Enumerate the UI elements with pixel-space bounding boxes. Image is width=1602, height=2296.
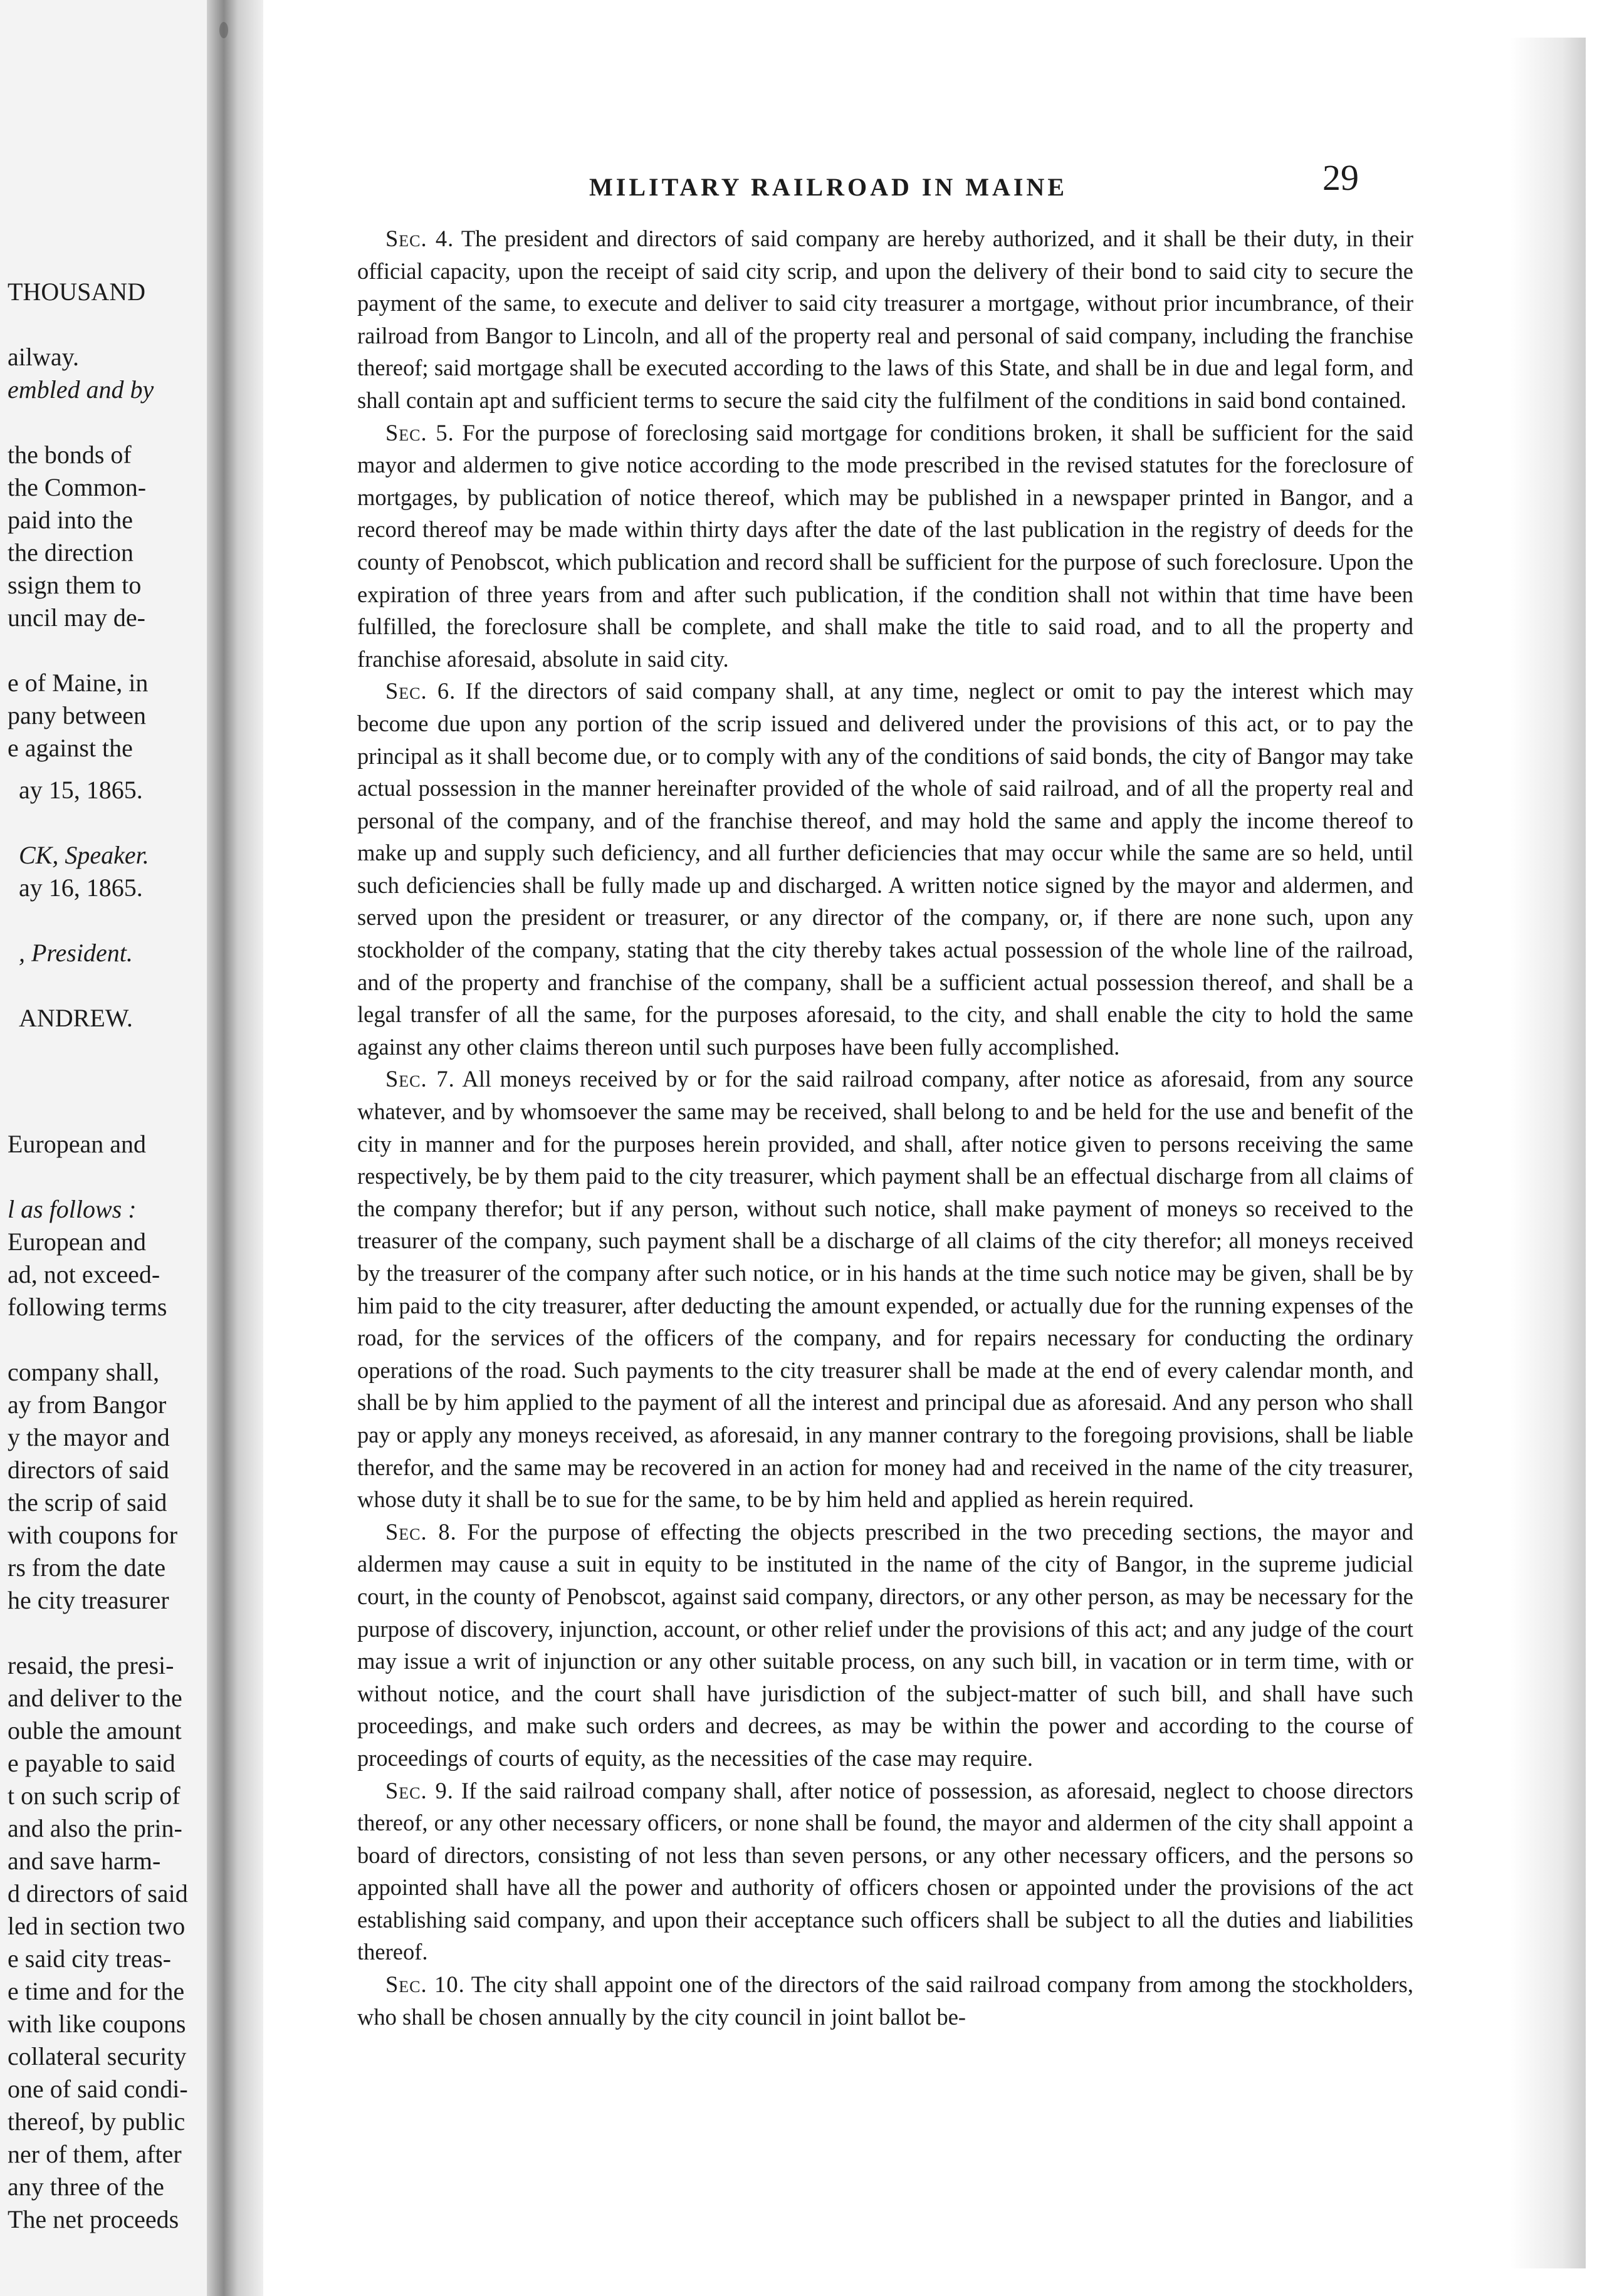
section-8 (357, 1516, 1413, 1775)
facing-page-line: e of Maine, in (8, 669, 149, 697)
section-4 (357, 222, 1413, 417)
facing-page-line: pany between (8, 701, 147, 729)
facing-page-line: led in section two (8, 1912, 186, 1940)
facing-page-line: he city treasurer (8, 1586, 169, 1614)
facing-page-line (8, 1617, 207, 1649)
facing-page-line: resaid, the presi- (8, 1651, 174, 1679)
section-label: Sec. 4. (385, 226, 454, 251)
section-text: For the purpose of effecting the objects prescribed in the two preceding sections, the mayor and aldermen may cause a suit in equity to be instituted in the name of the city of Bangor, in the supreme judicial court, in the county of Penobscot, against said company, directors, or any other person, as may be necessary for the purpose of discovery, injunction, account, or other relief under the provisions of this act; and any judge of the court may issue a writ of injunction or any other suitable process, on any such bill, in vacation or in term time, with or without notice, and the court shall have jurisdiction of the subject-matter of such bill, and shall have such proceedings, and make such orders and decrees, as may be within the power and according to the course of proceedings of courts of equity, as the necessities of the case may require. (357, 1518, 1413, 1771)
ink-smudge (219, 22, 228, 38)
section-label: Sec. 8. (385, 1518, 457, 1545)
facing-page-line: paid into the (8, 506, 133, 534)
facing-page-line: European and (8, 1130, 147, 1158)
facing-page-line: e against the (8, 734, 133, 762)
facing-page-line (8, 634, 207, 667)
running-head: MILITARY RAILROAD IN MAINE (589, 173, 1068, 201)
facing-page-line (8, 1161, 207, 1193)
facing-page-line: e said city treas- (8, 1944, 171, 1973)
facing-page-fragment-a (8, 276, 207, 764)
section-label: Sec. 10. (385, 1971, 465, 1998)
page-number: 29 (1322, 157, 1359, 198)
facing-page-line: following terms (8, 1293, 167, 1321)
facing-page-line: and also the prin- (8, 1814, 182, 1842)
facing-page-line: ad, not exceed- (8, 1260, 160, 1288)
facing-page-line: and deliver to the (8, 1684, 182, 1712)
section-5 (357, 417, 1413, 676)
facing-page-line: ner of them, after (8, 2140, 182, 2168)
facing-page-line: THOUSAND (8, 278, 145, 306)
facing-page-line (8, 406, 207, 439)
facing-page-line (8, 308, 207, 341)
facing-page-line: and save harm- (8, 1847, 161, 1875)
facing-page-line: rs from the date (8, 1553, 166, 1582)
facing-page-line: d directors of said (8, 1879, 188, 1907)
section-text: The city shall appoint one of the directors of the said railroad company from among the stockholders, who shall be chosen annually by the city council in joint ballot be- (357, 1971, 1414, 2030)
facing-page-line: CK, Speaker. (19, 841, 149, 869)
facing-page-line: t on such scrip of (8, 1782, 181, 1810)
facing-page-line: ouble the amount (8, 1716, 182, 1745)
section-label: Sec. 5. (385, 419, 454, 446)
facing-page-line: y the mayor and (8, 1423, 170, 1451)
facing-page-line: , President. (19, 939, 133, 967)
section-text: If the said railroad company shall, after notice of possession, as aforesaid, neglect to choose directors thereof, or any other necessary officers, or none shall be found, the mayor and aldermen of the city shall appoint a board of directors, consisting of not less than seven persons, or any other necessary officers, and the persons so appointed shall have all the power and authority of officers chosen or appointed under the provisions of the act establishing said company, and upon their acceptance such officers shall be subject to all the duties and liabilities thereof. (357, 1777, 1413, 1965)
page-edge-shadow (1510, 38, 1586, 2268)
facing-page-line: ay from Bangor (8, 1391, 167, 1419)
facing-page-line: the bonds of (8, 441, 132, 469)
section-label: Sec. 6. (385, 678, 456, 704)
section-7 (357, 1063, 1413, 1515)
facing-page-line (8, 1323, 207, 1356)
section-9 (357, 1775, 1413, 1969)
facing-page-line: e time and for the (8, 1977, 185, 2005)
section-text: All moneys received by or for the said railroad company, after notice as aforesaid, from any source whatever, and by whomsoever the same may be received, shall belong to and be held for the use and benefit of the city in manner and for the purposes herein provided, and shall, after notice given to persons receiving the same respectively, be by them paid to the city treasurer, which payment shall be an effectual discharge from all claims of the company therefor; but if any person, without such notice, shall make payment of moneys so received to the treasurer of the company, such payment shall be a discharge of all claims of the city therefor; all moneys received by the treasurer of the company after such notice, or in his hands at the time such notice may be given, shall be by him paid to the city treasurer, after deducting the amount expended, or actually due for the running expenses of the road, for the services of the officers of the company, and for repairs necessary for conducting the ordinary operations of the road. Such payments to the city treasurer shall be made at the end of every calendar month, and shall be by him applied to the payment of all the interest and principal due as aforesaid. And any person who shall pay or apply any moneys received, as aforesaid, in any manner contrary to the foregoing provisions, shall be liable therefor, and the same may be recovered in an action for money had and received in the name of the city treasurer, whose duty it shall be to sue for the same, to be by him held and applied as herein required. (357, 1066, 1413, 1513)
facing-page-fragment-b (19, 774, 207, 1035)
facing-page-line: ANDREW. (19, 1004, 133, 1032)
section-label: Sec. 7. (385, 1066, 455, 1092)
facing-page-line: ailway. (8, 343, 80, 371)
facing-page-line (19, 904, 207, 937)
facing-page-line (19, 969, 207, 1002)
section-label: Sec. 9. (385, 1777, 454, 1803)
facing-page-line: one of said condi- (8, 2075, 188, 2103)
facing-page-line: uncil may de- (8, 603, 145, 632)
facing-page-line: directors of said (8, 1456, 169, 1484)
facing-page-line (19, 806, 207, 839)
facing-page-line: ay 15, 1865. (19, 776, 143, 804)
facing-page-line: any three of the (8, 2173, 164, 2201)
facing-page-line: l as follows : (8, 1195, 137, 1223)
section-text: If the directors of said company shall, at any time, neglect or omit to pay the interest which may become due upon any portion of the scrip issued and delivered under the provisions of this act, or to pay the principal as it shall become due, or to comply with any of the conditions of said bonds, the city of Bangor may take actual possession in the manner hereinafter provided of the whole of said railroad, and of all the property real and personal of the company, and of the franchise thereof, and may hold the same and apply the income thereof to make up and supply such deficiency, and all further deficiencies that may occur while the same are so held, until such deficiencies shall be fully made up and discharged. A written notice signed by the mayor and aldermen, and served upon the president or treasurer, or any director of the company, or, if there are none such, upon any stockholder of the company, stating that the city thereby takes actual possession of the whole line of the railroad, and of the property and franchise of the company, shall be a sufficient actual possession thereof, and shall be a legal transfer of all the same, for the purposes aforesaid, to the city, and shall enable the city to hold the same against any other claims thereon until such purposes have been fully accomplished. (357, 678, 1414, 1060)
section-text: The president and directors of said company are hereby authorized, and it shall be their duty, in their official capacity, upon the receipt of said city scrip, and upon the delivery of their bond to said city to secure the payment of the same, to execute and deliver to said city treasurer a mortgage, without prior incumbrance, of their railroad from Bangor to Lincoln, and all of the property real and personal of said company, including the franchise thereof; said mortgage shall be executed according to the laws of this State, and shall be in due and legal form, and shall contain apt and sufficient terms to secure the said city the fulfilment of the conditions in said bond contained. (357, 226, 1413, 413)
book-gutter (207, 0, 263, 2296)
facing-page-line: with coupons for (8, 1521, 178, 1549)
facing-page-line: embled and by (8, 375, 154, 404)
facing-page-line: collateral security (8, 2042, 187, 2070)
facing-page-line: ay 16, 1865. (19, 874, 143, 902)
facing-page-line: The net proceeds (8, 2205, 179, 2233)
facing-page-line: European and (8, 1228, 147, 1256)
facing-page-line: the direction (8, 538, 134, 566)
facing-page-line: the scrip of said (8, 1488, 167, 1516)
section-6 (357, 675, 1413, 1063)
facing-page-line: the Common- (8, 473, 147, 501)
facing-page-line: e payable to said (8, 1749, 175, 1777)
main-page (263, 0, 1510, 2296)
section-text: For the purpose of foreclosing said mortgage for conditions broken, it shall be sufficient for the said mayor and aldermen to give notice according to the mode prescribed in the revised statutes for the foreclosure of mortgages, by publication of notice thereof, which may be published in a newspaper printed in Bangor, and a record thereof may be made within thirty days after the date of the last publication in the registry of deeds for the county of Penobscot, which publication and record shall be sufficient for the purpose of such foreclosure. Upon the expiration of three years from and after such publication, if the condition shall not within that time have been fulfilled, the foreclosure shall be complete, and shall make the title to said road, and to all the property and franchise aforesaid, absolute in said city. (357, 419, 1414, 672)
facing-page-line: thereof, by public (8, 2107, 186, 2136)
facing-page-fragment-c (8, 1128, 207, 2236)
facing-page-line: company shall, (8, 1358, 160, 1386)
section-10 (357, 1968, 1413, 2033)
body-text (357, 222, 1413, 2033)
facing-page-line: ssign them to (8, 571, 142, 599)
facing-page (0, 0, 207, 2296)
facing-page-line: with like coupons (8, 2010, 186, 2038)
